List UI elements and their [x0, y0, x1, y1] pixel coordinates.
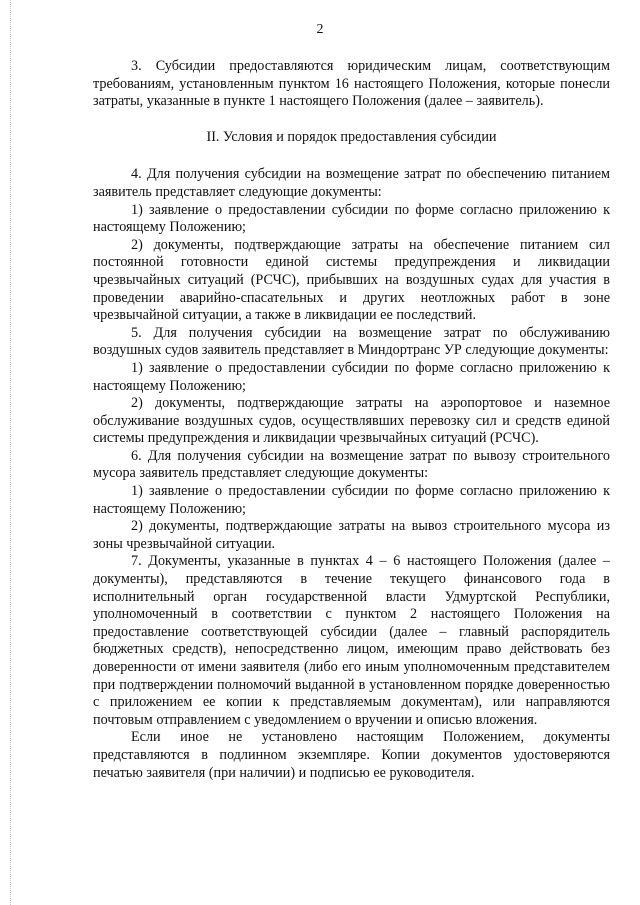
section-heading: II. Условия и порядок предоставления субсидии	[206, 128, 497, 145]
paragraph-4: 4. Для получения субсидии на возмещение затрат по обеспечению питанием заявитель представляет следующие документы:	[93, 166, 610, 200]
paragraph-7-note: Если иное не установлено настоящим Положением, документы представляются в подлинном экземпляре. Копии документов удостоверяются печатью заявителя (при наличии) и подписью ее руководителя.	[93, 729, 610, 781]
paragraph-6-item-2: 2) документы, подтверждающие затраты на вывоз строительного мусора из зоны чрезвычайной ситуации.	[93, 518, 610, 552]
document-body	[93, 58, 610, 782]
paragraph-3: 3. Субсидии предоставляются юридическим лицам, соответствующим требованиям, установленным пунктом 16 настоящего Положения, которые понесли затраты, указанные в пункте 1 настоящего Положения (далее – заявитель).	[93, 58, 610, 110]
paragraph-5-item-2: 2) документы, подтверждающие затраты на аэропортовое и наземное обслуживание воздушных судов, осуществлявших перевозку сил и средств единой системы предупреждения и ликвидации чрезвычайных ситуаций (РСЧС).	[93, 395, 610, 447]
paragraph-4-item-1: 1) заявление о предоставлении субсидии по форме согласно приложению к настоящему Положению;	[93, 201, 610, 236]
scan-edge-artifact	[10, 0, 12, 905]
paragraph-7: 7. Документы, указанные в пунктах 4 – 6 настоящего Положения (далее – документы), представляются в течение текущего финансового года в исполнительный орган государственной власти Удмуртской Республики, уполномоченный в соответствии с пунктом 2 настоящего Положения на предоставление соответствующей субсидии (далее – главный распорядитель бюджетных средств), непосредственно лицом, имеющим право действовать без доверенности от имени заявителя (либо его иным уполномоченным представителем при подтверждении полномочий выданной в установленном порядке доверенностью с приложением ее копии к представляемым документам), или направляются почтовым отправлением с уведомлением о вручении и описью вложения.	[93, 553, 610, 728]
paragraph-5: 5. Для получения субсидии на возмещение затрат по обслуживанию воздушных судов заявитель представляет в Миндортранс УР следующие документы:	[93, 324, 610, 359]
paragraph-4-item-2: 2) документы, подтверждающие затраты на обеспечение питанием сил постоянной готовности единой системы предупреждения и ликвидации чрезвычайных ситуаций (РСЧС), прибывших на воздушных судах для участия в проведении аварийно-спасательных и других неотложных работ в зоне чрезвычайной ситуации, а также в ликвидации ее последствий.	[93, 236, 610, 324]
paragraph-5-item-1: 1) заявление о предоставлении субсидии по форме согласно приложению к настоящему Положению;	[93, 359, 610, 394]
paragraph-6-item-1: 1) заявление о предоставлении субсидии по форме согласно приложению к настоящему Положению;	[93, 483, 610, 517]
paragraph-6: 6. Для получения субсидии на возмещение затрат по вывозу строительного мусора заявитель представляет следующие документы:	[93, 447, 610, 482]
page-number: 2	[316, 22, 324, 37]
